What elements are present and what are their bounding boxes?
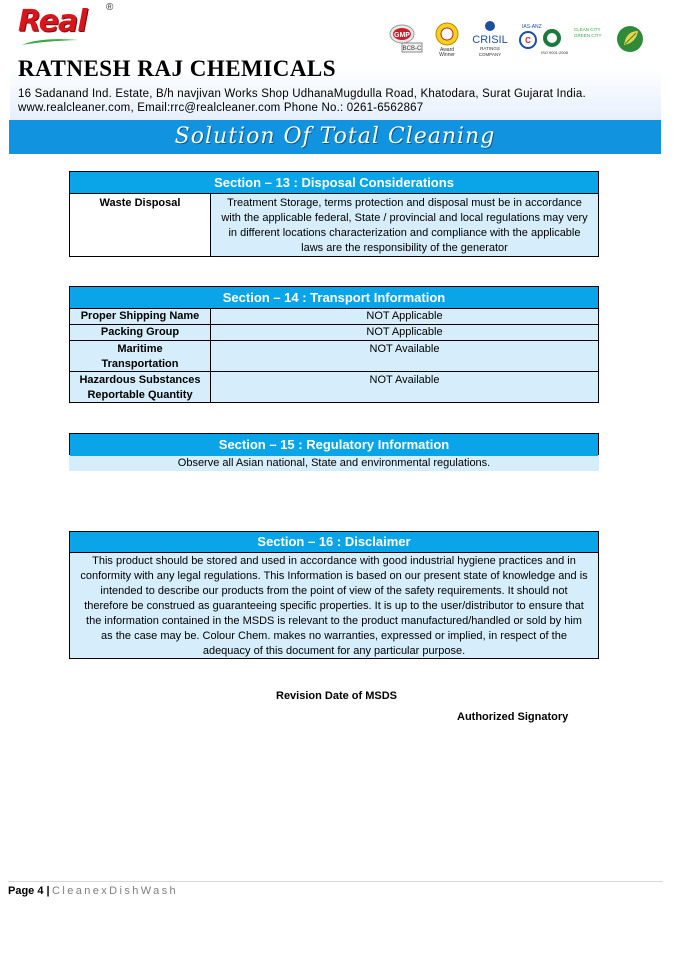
svg-text:CLEAN CITY: CLEAN CITY — [574, 27, 601, 32]
slogan-banner — [9, 120, 661, 154]
company-name: RATNESH RAJ CHEMICALS — [18, 56, 337, 81]
svg-text:Award: Award — [439, 47, 455, 53]
disclaimer-text: This product should be stored and used in accordance with good industrial hygiene practices and in conformity with any legal regulations. This Information is based on our present state of knowledge and is intended to describe our products from the point of view of the safety requirements. It should not therefore be construed as guaranteeing specific properties. It is up to the user/distributor to ensure that the information contained in the MSDS is relevant to the product manufactured/handled or sold by him as the case may be. Colour Chem. makes no warranties, expressed or implied, in respect of the adequacy of this document for any particular purpose. — [70, 553, 598, 658]
section-15-header — [69, 433, 599, 455]
section-13-title: Section – 13 : Disposal Considerations — [70, 172, 598, 194]
section-16-title: Section – 16 : Disclaimer — [70, 532, 598, 553]
packing-group-value: NOT Applicable — [211, 325, 598, 340]
proper-shipping-name-value: NOT Applicable — [211, 309, 598, 324]
proper-shipping-name-label: Proper Shipping Name — [70, 309, 210, 324]
section-16-table — [69, 531, 599, 659]
svg-text:GREEN CITY: GREEN CITY — [574, 33, 602, 38]
svg-text:ISO 9001:2008: ISO 9001:2008 — [541, 50, 568, 55]
svg-text:IAS-ANZ: IAS-ANZ — [522, 24, 542, 30]
authorized-signatory-label: Authorized Signatory — [457, 711, 569, 723]
section-14-title: Section – 14 : Transport Information — [70, 287, 598, 309]
waste-disposal-label: Waste Disposal — [70, 194, 210, 256]
page-number: Page 4 | — [8, 885, 50, 897]
crisil-badge-icon — [470, 22, 510, 56]
svg-text:Winner: Winner — [439, 52, 455, 58]
company-address: 16 Sadanand Ind. Estate, B/h navjivan Works Shop UdhanaMugdulla Road, Khatodara, Surat Gujarat India. — [18, 88, 586, 100]
footer-divider — [8, 881, 663, 882]
packing-group-label: Packing Group — [70, 325, 210, 340]
section-15-title: Section – 15 : Regulatory Information — [70, 434, 598, 456]
document-name: CleanexDishWash — [52, 885, 179, 897]
svg-text:C: C — [525, 36, 531, 45]
svg-text:CRISIL: CRISIL — [472, 34, 508, 46]
registered-mark: ® — [106, 2, 114, 13]
gmp-badge-icon — [388, 22, 424, 56]
hazardous-substances-value: NOT Available — [211, 372, 598, 402]
maritime-transportation-label: Maritime Transportation — [70, 341, 210, 371]
slogan-text: Solution Of Total Cleaning — [174, 124, 496, 149]
waste-disposal-value: Treatment Storage, terms protection and disposal must be in accordance with the applicable federal, State / provincial and local regulations may very in different locations characterization and compliance with the applicable laws are the responsibility of the generator — [211, 194, 598, 256]
award-badge-icon — [432, 22, 462, 56]
revision-date-label: Revision Date of MSDS — [276, 690, 398, 702]
regulatory-text: Observe all Asian national, State and environmental regulations. — [69, 456, 599, 471]
real-logo — [18, 4, 128, 48]
company-contact: www.realcleaner.com, Email:rrc@realcleaner.com Phone No.: 0261-6562867 — [18, 102, 424, 114]
certification-badges — [388, 16, 643, 62]
svg-text:COMPANY: COMPANY — [478, 52, 502, 57]
section-13-table — [69, 171, 599, 257]
clean-city-badge-icon — [572, 22, 644, 56]
section-14-table — [69, 286, 599, 403]
logo-text: Real — [18, 4, 87, 39]
leaf-swoosh-icon — [20, 37, 80, 47]
svg-text:GMP: GMP — [394, 32, 410, 39]
iso-badge-icon — [518, 22, 568, 56]
svg-text:BCB-C: BCB-C — [402, 46, 422, 52]
hazardous-substances-label: Hazardous Substances Reportable Quantity — [70, 372, 210, 402]
maritime-transportation-value: NOT Available — [211, 341, 598, 371]
svg-text:RATINGS: RATINGS — [480, 46, 500, 51]
